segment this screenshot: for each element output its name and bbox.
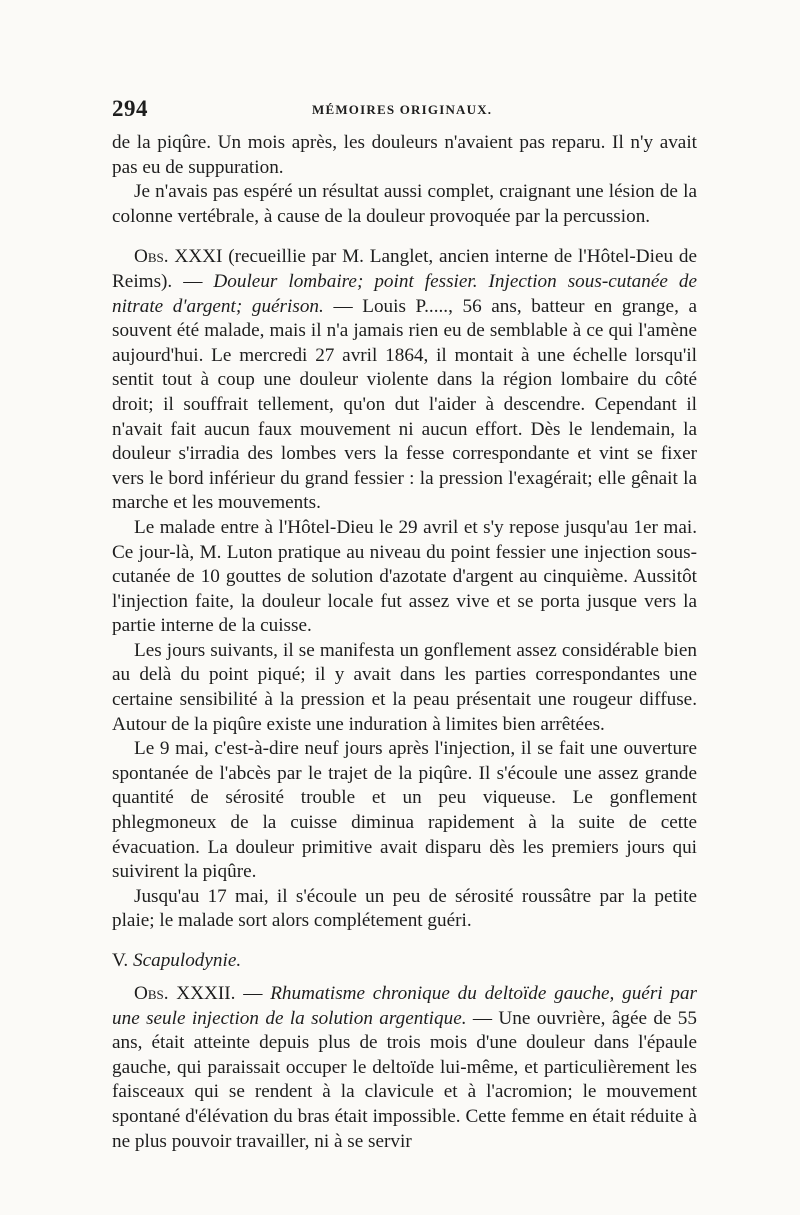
section-gap-after xyxy=(112,974,697,982)
paragraph-may-17: Jusqu'au 17 mai, il s'écoule un peu de sérosité roussâtre par la petite plaie; le malade sort alors complétement guéri. xyxy=(112,885,697,932)
observation-text: — Une ouvrière, âgée de 55 ans, était atteinte depuis plus de trois mois d'une douleur dans l'épaule gauche, qui paraissait occuper le deltoïde lui-même, et particulièrement les faisceaux qui se rendent à la clavicule et à l'acromion; le mouvement spontané d'élévation du bras était impossible. Cette femme en était réduite à ne plus pouvoir travailler, ni à se servir xyxy=(112,1007,697,1152)
observation-text: — Louis P....., 56 ans, batteur en grange, a souvent été malade, mais il n'a jamais rien eu de semblable à ce qui l'amène aujourd'hui. Le mercredi 27 avril 1864, il montait à une échelle lorsqu'il sentit tout à coup une douleur violente dans la région lombaire du côté droit; il souffrait tellement, qu'on dut l'aider à descendre. Cependant il n'avait fait aucun faux mouvement ni aucun effort. Dès le lendemain, la douleur s'irradia des lombes vers la fesse correspondante et vint se fixer vers le bord inférieur du grand fessier : la pression l'exagérait; elle gênait la marche et les mouvements. xyxy=(112,295,698,514)
paragraph-conclusion: Je n'avais pas espéré un résultat aussi complet, craignant une lésion de la colonne vertébrale, à cause de la douleur provoquée par la percussion. xyxy=(112,181,697,227)
paragraph-may-9: Le 9 mai, c'est-à-dire neuf jours après l'injection, il se fait une ouverture spontanée de l'abcès par le trajet de la piqûre. Il s'écoule une assez grande quantité de sérosité trouble et un peu viqueuse. Le gonflement phlegmoneux de la cuisse diminua rapidement à la suite de cette évacuation. La douleur primitive avait disparu dès les premiers jours qui suivirent la piqûre. xyxy=(112,738,697,883)
body-text xyxy=(112,131,697,1154)
observation-dash: — xyxy=(243,983,263,1004)
observation-label: Obs. XXXII. xyxy=(134,983,236,1004)
paragraph-following-days: Les jours suivants, il se manifesta un gonflement assez considérable bien au delà du point piqué; il y avait dans les parties correspondantes une certaine sensibilité à la pression et la peau présentait une rougeur diffuse. Autour de la piqûre existe une induration à limites bien arrêtées. xyxy=(112,639,697,735)
page-header xyxy=(112,96,694,126)
paragraph-admission: Le malade entre à l'Hôtel-Dieu le 29 avril et s'y repose jusqu'au 1er mai. Ce jour-là, M. Luton pratique au niveau du point fessier une injection sous-cutanée de 10 gouttes de solution d'azotate d'argent au cinquième. Aussitôt l'injection faite, la douleur locale fut assez vive et se porta jusque vers la partie interne de la cuisse. xyxy=(112,516,697,637)
paragraph-continuation: de la piqûre. Un mois après, les douleurs n'avaient pas reparu. Il n'y avait pas eu de suppuration. xyxy=(112,132,697,178)
section-title: Scapulodynie. xyxy=(132,950,242,971)
observation-label: Obs. XXXI xyxy=(134,246,223,268)
section-gap xyxy=(112,934,697,948)
section-number: V. xyxy=(112,950,129,971)
observation-31 xyxy=(112,245,697,516)
page-number: 294 xyxy=(112,96,148,121)
running-head: MÉMOIRES ORIGINAUX. xyxy=(312,102,493,117)
section-heading xyxy=(112,948,697,974)
paragraph-gap xyxy=(112,229,697,245)
observation-subtitle: Rhumatisme chronique du deltoïde gauche, guéri par une seule injection de la solution argentique. xyxy=(112,983,698,1029)
observation-32 xyxy=(112,982,697,1154)
observation-intro: (recueillie par M. Langlet, ancien interne de l'Hôtel-Dieu de Reims). — xyxy=(112,246,698,292)
observation-subtitle: Douleur lombaire; point fessier. Injection sous-cutanée de nitrate d'argent; guérison. xyxy=(112,270,697,317)
